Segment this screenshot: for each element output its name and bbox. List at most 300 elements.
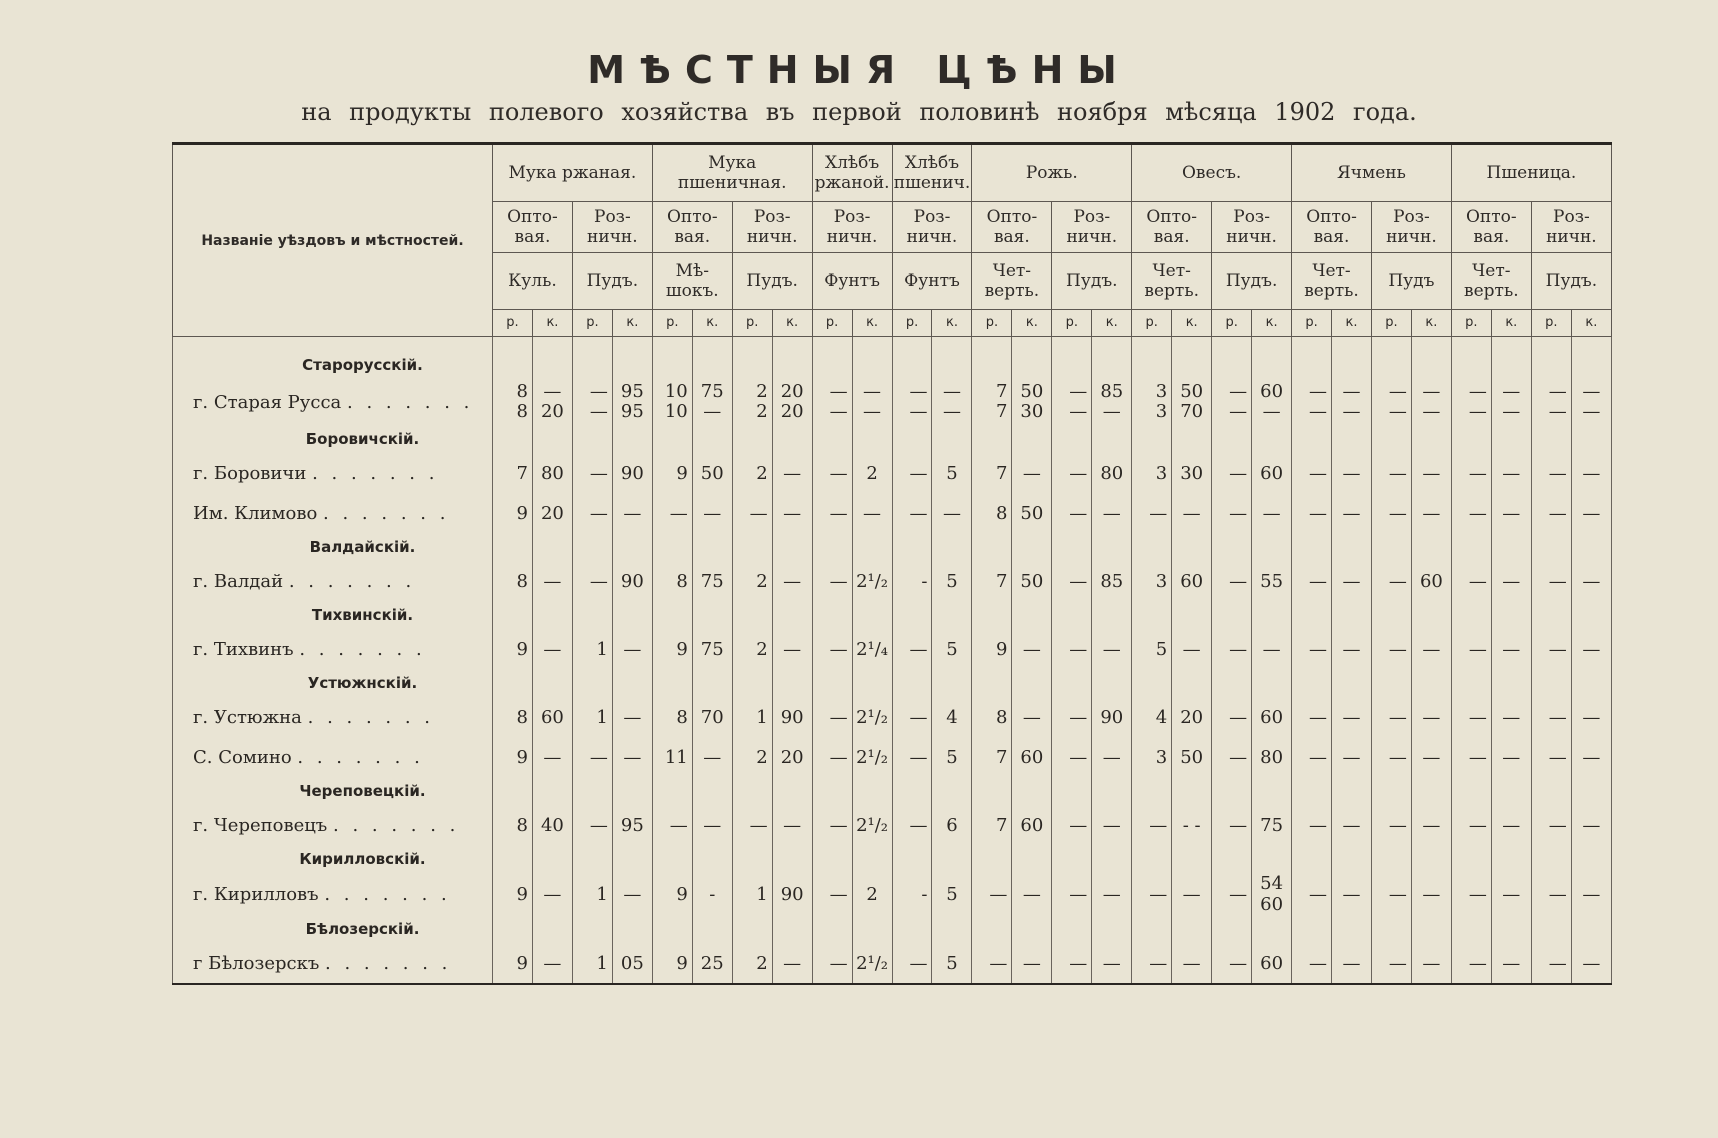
- unit-header: Мѣ-шокъ.: [652, 253, 732, 310]
- empty-cell: [572, 601, 612, 629]
- empty-cell: [1132, 533, 1172, 561]
- price-cell: —: [1411, 737, 1451, 777]
- price-cell: —: [1292, 493, 1332, 533]
- place-name-text: г. Кирилловъ: [193, 883, 319, 905]
- name-column-header: Названіе уѣздовъ и мѣстностей.: [173, 144, 493, 337]
- price-cell: —: [572, 737, 612, 777]
- price-cell: 2¹/₂: [852, 737, 892, 777]
- price-cell: —: [1571, 943, 1611, 984]
- place-name-text: С. Сомино: [193, 746, 292, 768]
- price-cell: 9: [652, 453, 692, 493]
- empty-cell: [1052, 601, 1092, 629]
- district-name: Боровичскій.: [173, 425, 493, 453]
- empty-cell: [1371, 425, 1411, 453]
- price-cell: 9: [493, 737, 533, 777]
- empty-cell: [732, 777, 772, 805]
- price-cell: 2: [852, 453, 892, 493]
- price-cell: 30: [1172, 453, 1212, 493]
- table-row: [173, 873, 1612, 915]
- empty-cell: [1371, 777, 1411, 805]
- kop-header: к.: [612, 310, 652, 337]
- price-cell: —: [772, 805, 812, 845]
- price-cell: —: [1371, 493, 1411, 533]
- empty-cell: [612, 601, 652, 629]
- price-cell: [612, 379, 652, 425]
- price-cell: —: [892, 493, 932, 533]
- empty-cell: [1132, 425, 1172, 453]
- price-cell: —: [1252, 629, 1292, 669]
- empty-cell: [1012, 425, 1052, 453]
- price-cell: —: [1212, 629, 1252, 669]
- price-cell: —: [892, 697, 932, 737]
- rub-header: р.: [1371, 310, 1411, 337]
- price-cell: [1371, 379, 1411, 425]
- empty-cell: [612, 351, 652, 379]
- empty-cell: [1092, 915, 1132, 943]
- price-cell: —: [1491, 561, 1531, 601]
- empty-cell: [532, 915, 572, 943]
- price-value: —: [1468, 381, 1487, 402]
- price-cell: —: [1491, 737, 1531, 777]
- empty-cell: [1531, 533, 1571, 561]
- empty-cell: [1292, 533, 1332, 561]
- price-cell: 8: [972, 697, 1012, 737]
- price-cell: 50: [1012, 493, 1052, 533]
- empty-cell: [1092, 845, 1132, 873]
- empty-cell: [1292, 669, 1332, 697]
- empty-cell: [1012, 533, 1052, 561]
- place-name-text: г. Боровичи: [193, 462, 307, 484]
- price-cell: [1172, 379, 1212, 425]
- empty-cell: [932, 669, 972, 697]
- price-cell: —: [1451, 805, 1491, 845]
- empty-cell: [732, 601, 772, 629]
- empty-cell: [1451, 777, 1491, 805]
- empty-cell: [1132, 777, 1172, 805]
- district-name: Кирилловскій.: [173, 845, 493, 873]
- price-cell: —: [1531, 493, 1571, 533]
- price-cell: —: [1571, 629, 1611, 669]
- empty-cell: [852, 601, 892, 629]
- district-name: Череповецкій.: [173, 777, 493, 805]
- empty-cell: [572, 845, 612, 873]
- empty-cell: [772, 777, 812, 805]
- empty-cell: [1411, 351, 1451, 379]
- empty-cell: [932, 351, 972, 379]
- empty-cell: [852, 777, 892, 805]
- price-cell: —: [1292, 805, 1332, 845]
- price-cell: —: [892, 943, 932, 984]
- price-cell: [932, 379, 972, 425]
- kop-header: к.: [1252, 310, 1292, 337]
- empty-cell: [1292, 777, 1332, 805]
- table-row: [173, 379, 1612, 425]
- price-cell: —: [1491, 697, 1531, 737]
- price-cell: 05: [612, 943, 652, 984]
- empty-cell: [852, 533, 892, 561]
- price-cell: —: [1491, 493, 1531, 533]
- price-cell: 60: [1252, 697, 1292, 737]
- price-cell: —: [1212, 697, 1252, 737]
- empty-cell: [652, 351, 692, 379]
- price-type-header: Опто-вая.: [1292, 202, 1372, 253]
- empty-cell: [532, 425, 572, 453]
- price-cell: 2: [732, 943, 772, 984]
- empty-cell: [932, 425, 972, 453]
- page-subtitle: на продукты полевого хозяйства въ первой половинѣ ноября мѣсяца 1902 года.: [301, 98, 1417, 126]
- empty-cell: [1451, 351, 1491, 379]
- price-cell: [692, 379, 732, 425]
- empty-cell: [772, 669, 812, 697]
- price-cell: —: [1411, 453, 1451, 493]
- price-value: 85: [1100, 381, 1124, 402]
- price-cell: 4: [1132, 697, 1172, 737]
- price-cell: [572, 379, 612, 425]
- price-cell: —: [1451, 493, 1491, 533]
- empty-cell: [772, 601, 812, 629]
- price-value-alt: 20: [540, 401, 564, 422]
- price-cell: —: [1292, 943, 1332, 984]
- price-cell: —: [932, 493, 972, 533]
- price-cell: —: [1332, 561, 1372, 601]
- price-cell: 50: [692, 453, 732, 493]
- rub-header: р.: [732, 310, 772, 337]
- district-row: [173, 777, 1612, 805]
- price-value: 50: [1180, 381, 1204, 402]
- empty-cell: [1052, 915, 1092, 943]
- empty-cell: [612, 533, 652, 561]
- district-name: Тихвинскій.: [173, 601, 493, 629]
- empty-cell: [1332, 533, 1372, 561]
- empty-cell: [572, 777, 612, 805]
- price-value-alt: —: [829, 401, 848, 422]
- price-cell: —: [1371, 805, 1411, 845]
- empty-cell: [612, 845, 652, 873]
- price-value: 7: [995, 381, 1008, 402]
- price-cell: —: [812, 453, 852, 493]
- leader-dots: . . . . . . .: [323, 502, 450, 524]
- price-cell: —: [812, 943, 852, 984]
- kop-header: к.: [772, 310, 812, 337]
- empty-cell: [772, 915, 812, 943]
- price-value-alt: —: [703, 401, 722, 422]
- empty-cell: [1491, 351, 1531, 379]
- empty-cell: [1411, 777, 1451, 805]
- empty-cell: [1132, 669, 1172, 697]
- empty-cell: [1451, 533, 1491, 561]
- price-cell: —: [1371, 873, 1411, 915]
- price-cell: —: [812, 697, 852, 737]
- empty-cell: [852, 425, 892, 453]
- empty-cell: [1451, 601, 1491, 629]
- price-cell: —: [892, 629, 932, 669]
- price-cell: 2: [852, 873, 892, 915]
- price-type-header: Опто-вая.: [972, 202, 1052, 253]
- empty-cell: [972, 533, 1012, 561]
- place-name-text: г. Череповецъ: [193, 814, 328, 836]
- price-cell: —: [892, 805, 932, 845]
- empty-cell: [1571, 533, 1611, 561]
- unit-header: Фунтъ: [812, 253, 892, 310]
- empty-cell: [772, 351, 812, 379]
- unit-header: Фунтъ: [892, 253, 972, 310]
- price-cell: —: [972, 943, 1012, 984]
- empty-cell: [1052, 669, 1092, 697]
- price-cell: 2: [732, 737, 772, 777]
- kop-header: к.: [1012, 310, 1052, 337]
- unit-header: Чет-верть.: [972, 253, 1052, 310]
- empty-cell: [812, 915, 852, 943]
- empty-cell: [1571, 601, 1611, 629]
- price-cell: 75: [692, 629, 732, 669]
- empty-cell: [493, 915, 533, 943]
- price-cell: —: [1132, 873, 1172, 915]
- price-cell: [1212, 379, 1252, 425]
- empty-cell: [1212, 425, 1252, 453]
- place-name: [173, 561, 493, 601]
- price-cell: —: [532, 629, 572, 669]
- price-value: —: [1309, 381, 1328, 402]
- place-name: [173, 629, 493, 669]
- price-cell: —: [1531, 943, 1571, 984]
- product-header: Пшеница.: [1451, 144, 1611, 202]
- price-cell: —: [1371, 561, 1411, 601]
- rub-header: р.: [1531, 310, 1571, 337]
- empty-cell: [1531, 351, 1571, 379]
- price-cell: —: [652, 493, 692, 533]
- leader-dots: . . . . . . .: [324, 883, 451, 905]
- empty-cell: [1172, 915, 1212, 943]
- price-cell: 9: [493, 493, 533, 533]
- price-cell: —: [1451, 561, 1491, 601]
- price-table-wrap: [172, 142, 1612, 985]
- price-cell: —: [1052, 453, 1092, 493]
- empty-cell: [1052, 425, 1092, 453]
- price-cell: —: [1411, 943, 1451, 984]
- empty-cell: [1252, 601, 1292, 629]
- empty-cell: [532, 351, 572, 379]
- price-cell: —: [1491, 453, 1531, 493]
- price-cell: 60: [1252, 453, 1292, 493]
- empty-cell: [1172, 533, 1212, 561]
- price-cell: 5: [932, 561, 972, 601]
- price-cell: -: [692, 873, 732, 915]
- district-name: Бѣлозерскій.: [173, 915, 493, 943]
- price-cell: 5: [932, 737, 972, 777]
- price-value-alt: 20: [780, 401, 804, 422]
- price-cell: -: [892, 873, 932, 915]
- price-value: 95: [620, 381, 644, 402]
- price-cell: 40: [532, 805, 572, 845]
- empty-cell: [1052, 777, 1092, 805]
- empty-cell: [1371, 915, 1411, 943]
- price-cell: 95: [612, 805, 652, 845]
- product-header: Хлѣбъ ржаной.: [812, 144, 892, 202]
- product-header: Ячмень: [1292, 144, 1452, 202]
- price-cell: 80: [1252, 737, 1292, 777]
- price-cell: —: [1212, 873, 1252, 915]
- empty-cell: [1252, 915, 1292, 943]
- empty-cell: [692, 601, 732, 629]
- price-cell: —: [1451, 943, 1491, 984]
- empty-cell: [1371, 351, 1411, 379]
- leader-dots: . . . . . . .: [312, 462, 439, 484]
- empty-cell: [1531, 425, 1571, 453]
- price-value-alt: 30: [1020, 401, 1044, 422]
- empty-cell: [852, 351, 892, 379]
- empty-cell: [972, 777, 1012, 805]
- product-header: Мука пшеничная.: [652, 144, 812, 202]
- district-name: Валдайскій.: [173, 533, 493, 561]
- price-value: —: [1069, 381, 1088, 402]
- price-cell: —: [692, 805, 732, 845]
- empty-cell: [1092, 351, 1132, 379]
- price-cell: —: [1332, 629, 1372, 669]
- price-type-header: Роз-ничн.: [892, 202, 972, 253]
- leader-dots: . . . . . . .: [347, 391, 474, 413]
- price-cell: —: [1092, 873, 1132, 915]
- empty-cell: [1332, 351, 1372, 379]
- empty-cell: [972, 669, 1012, 697]
- place-name: [173, 737, 493, 777]
- price-cell: —: [1411, 805, 1451, 845]
- empty-cell: [532, 601, 572, 629]
- price-type-header: Опто-вая.: [652, 202, 732, 253]
- price-cell: [1252, 379, 1292, 425]
- price-cell: 1: [732, 697, 772, 737]
- price-cell: —: [612, 493, 652, 533]
- empty-cell: [1411, 845, 1451, 873]
- price-cell: [532, 379, 572, 425]
- price-cell: —: [572, 561, 612, 601]
- price-cell: —: [812, 805, 852, 845]
- place-name: [173, 379, 493, 425]
- empty-cell: [1531, 915, 1571, 943]
- empty-cell: [532, 777, 572, 805]
- price-cell: —: [772, 943, 812, 984]
- empty-cell: [1012, 669, 1052, 697]
- price-cell: [892, 379, 932, 425]
- empty-cell: [1451, 845, 1491, 873]
- price-cell: 5: [932, 629, 972, 669]
- price-cell: —: [692, 493, 732, 533]
- rub-header: р.: [972, 310, 1012, 337]
- price-cell: —: [1092, 629, 1132, 669]
- price-cell: —: [1212, 493, 1252, 533]
- price-cell: 54 60: [1252, 873, 1292, 915]
- price-value: —: [1548, 381, 1567, 402]
- price-value-alt: —: [1309, 401, 1328, 422]
- empty-cell: [1212, 669, 1252, 697]
- kop-header: к.: [852, 310, 892, 337]
- price-cell: —: [1332, 805, 1372, 845]
- empty-cell: [1411, 425, 1451, 453]
- price-cell: —: [772, 453, 812, 493]
- empty-cell: [812, 601, 852, 629]
- empty-cell: [892, 351, 932, 379]
- empty-cell: [1092, 425, 1132, 453]
- price-cell: —: [1531, 453, 1571, 493]
- unit-header: Пудъ.: [1531, 253, 1611, 310]
- price-cell: —: [1292, 873, 1332, 915]
- empty-cell: [1172, 845, 1212, 873]
- price-value: —: [1582, 381, 1601, 402]
- empty-cell: [532, 533, 572, 561]
- price-cell: —: [652, 805, 692, 845]
- empty-cell: [1252, 425, 1292, 453]
- price-value: —: [1229, 381, 1248, 402]
- table-header: [173, 144, 1612, 337]
- price-value-alt: —: [1422, 401, 1441, 422]
- price-cell: 3: [1132, 561, 1172, 601]
- price-cell: —: [1571, 697, 1611, 737]
- empty-cell: [1571, 777, 1611, 805]
- price-cell: —: [612, 697, 652, 737]
- empty-cell: [1132, 351, 1172, 379]
- empty-cell: [1052, 845, 1092, 873]
- unit-header: Пудъ.: [1212, 253, 1292, 310]
- empty-cell: [812, 669, 852, 697]
- empty-cell: [1212, 351, 1252, 379]
- price-cell: —: [1371, 629, 1411, 669]
- price-value: 20: [780, 381, 804, 402]
- price-cell: —: [1332, 493, 1372, 533]
- price-value-alt: —: [589, 401, 608, 422]
- price-value-alt: —: [1342, 401, 1361, 422]
- price-value-alt: —: [1229, 401, 1248, 422]
- price-value-alt: 10: [664, 401, 688, 422]
- price-cell: —: [1052, 629, 1092, 669]
- price-cell: —: [772, 629, 812, 669]
- empty-cell: [1212, 845, 1252, 873]
- price-cell: —: [1052, 943, 1092, 984]
- table-body: [173, 337, 1612, 985]
- empty-cell: [1012, 845, 1052, 873]
- price-cell: —: [1052, 805, 1092, 845]
- price-cell: 60: [532, 697, 572, 737]
- price-cell: —: [732, 805, 772, 845]
- empty-cell: [732, 915, 772, 943]
- district-row: [173, 669, 1612, 697]
- page-title: МѢСТНЫЯ ЦѢНЫ: [587, 48, 1131, 92]
- empty-cell: [692, 669, 732, 697]
- kop-header: к.: [1411, 310, 1451, 337]
- empty-cell: [1332, 915, 1372, 943]
- empty-cell: [572, 425, 612, 453]
- empty-cell: [612, 777, 652, 805]
- unit-header: Чет-верть.: [1292, 253, 1372, 310]
- price-cell: —: [1252, 493, 1292, 533]
- price-cell: —: [1092, 493, 1132, 533]
- table-row: [173, 561, 1612, 601]
- empty-cell: [1292, 601, 1332, 629]
- empty-cell: [652, 915, 692, 943]
- empty-cell: [1132, 601, 1172, 629]
- district-row: [173, 915, 1612, 943]
- price-cell: —: [812, 629, 852, 669]
- price-cell: [732, 379, 772, 425]
- price-cell: —: [1451, 737, 1491, 777]
- price-cell: —: [1292, 697, 1332, 737]
- place-name: [173, 697, 493, 737]
- table-row: [173, 453, 1612, 493]
- price-value-alt: —: [909, 401, 928, 422]
- product-header: Хлѣбъ пшенич.: [892, 144, 972, 202]
- district-row: [173, 351, 1612, 379]
- price-cell: —: [1411, 697, 1451, 737]
- price-cell: 6: [932, 805, 972, 845]
- rub-header: р.: [1451, 310, 1491, 337]
